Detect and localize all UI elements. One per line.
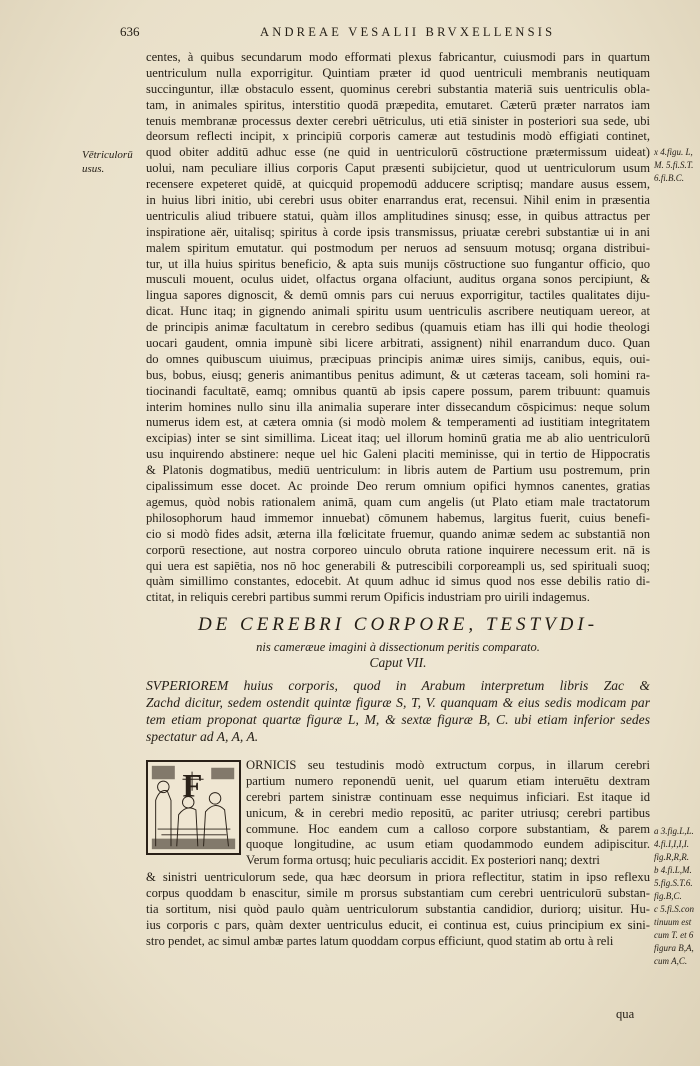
margin-note-line: tinuum est	[654, 917, 692, 927]
margin-note-line: fig.R,R,R.	[654, 852, 689, 862]
text-line: dicat. Hunc itaq; in gignendo animali spiritu usum uentriculis ascribere neutiquam uereor, at	[146, 304, 650, 319]
text-line: uentriculis aliud tribuere statui, quàm illos amplitudines sinusq; esse, in quibus attractus per	[146, 208, 650, 223]
text-line: agemus, quòd nobis rationalem animā, quam cum angelis (ut Plato etiam male tractatorum	[146, 494, 650, 509]
body-text-bottom	[146, 870, 650, 949]
text-line: recensere expeteret quidē, at quicquid propemodū adducere scriptisq; mandare ausus essem,	[146, 177, 650, 192]
chapter-title: DE CEREBRI CORPORE, TESTVDI-	[197, 614, 599, 635]
right-margin-notes-top	[654, 146, 693, 185]
summary-line: Zachd dicitur, sedem ostendit quintæ figuræ S, T, V. quanquam & eius sedis modicam par	[146, 695, 650, 710]
margin-note-line: 4.fi.I,I,I,I.	[654, 839, 689, 849]
text-line: uolui, nam peculiare illius corporis Caput præsenti subijcietur, quod ut uentriculorum usum	[146, 161, 650, 176]
text-line: uocari gaudent, omnia impunè sibi licere arbitrati, assignent) nihil enarrandum duco. Quan	[146, 336, 650, 351]
text-line: & Platonis dogmatibus, mediū uentriculum: in libris autem de Partium usu postremum, prin	[146, 463, 650, 478]
margin-note-line: fig.B,C.	[654, 891, 682, 901]
page-number: 636	[120, 24, 140, 39]
decorated-initial-woodcut	[148, 762, 239, 853]
text-line: quoque longitudine, ac usum etiam quodammodo eundem adipiscitur.	[246, 837, 650, 852]
body-text-beside-initial	[246, 758, 650, 869]
text-line: ius corporis c pars, quàm dexter uentriculus educit, ei continua est, cuius principium ex sini-	[146, 917, 650, 932]
text-line: tur, ut illa huius spiritus beneficio, & apta suis munijs cōstructione suo fungantur officio, quo	[146, 256, 650, 271]
text-line: deorsum reflecti incipit, x principiū corporis cameræ aut testudinis modò effigiati continet,	[146, 129, 650, 144]
text-line: in huius libri initio, ubi cerebri usus obiter enarrandus erat, recensui. Nihil enim in præsentia	[146, 193, 650, 208]
text-line: commune. Hoc eandem cum a calloso corpore substantiam, & parem	[246, 821, 650, 836]
text-line: musculi mouent, oculus uidet, olfactus organa olfaciunt, auditus organa sonos percipiunt, &	[146, 272, 650, 287]
chapter-summary	[146, 677, 650, 745]
text-line: tiocinandi facultatē, eamq; omnibus quantū ab ipsis capere possum, parem tribuunt: quamuis	[146, 383, 650, 398]
margin-note-line: cum T. et 6	[654, 930, 694, 940]
margin-note-line: b 4.fi.L,M.	[654, 865, 692, 875]
text-line: cerebri partem sinistræ continuam esse nequimus inficiari. Est itaque id	[246, 789, 650, 804]
summary-line: spectatur ad A, A, A.	[146, 729, 259, 744]
text-line: & sinistri uentriculorum sede, qua hæc deorsum in priora reflectitur, statim in ipso reflexu	[146, 870, 650, 884]
margin-note-line: cum A,C.	[654, 956, 688, 966]
text-line: bus, bobus, eiusq; generis animantibus penitus adimunt, & ut cæteras taceam, soli homini ra-	[146, 367, 650, 382]
text-line: tam, in animales spiritus, interstitio quodā præpedita, emutaret. Cæterū præter narratos iam	[146, 97, 650, 112]
text-line: lingua sapores dignoscit, & demū omnis pars cui neruus exporrigitur, tactiles qualitates diju-	[146, 288, 650, 303]
text-line: partium numero reponendū uenit, uel quarum etiam interuētu dextram	[246, 773, 650, 788]
initial-letter: F	[182, 768, 203, 805]
text-line: corporū resectione, aut nostra corporeo uinculo obruta ratione inquirere necessum erit. nā is	[146, 542, 650, 557]
text-line: excipias) inter se sint simillima. Liceat itaq; uel illorum hominū gratia me ab alio uentriculorū	[146, 431, 650, 446]
margin-note-line: 5.fig.S.T.6.	[654, 878, 693, 888]
text-line: do omnes quibuscum uiuimus, præcipuas principis animæ uires simijs, canibus, equis, oui-	[146, 351, 650, 366]
body-text-top	[146, 50, 650, 606]
text-line: stro pendet, ac simul ambæ partes latum quoddam corpus efficiunt, quod statim ab ortu à reli	[146, 933, 614, 948]
text-line: tenuis membranæ processus dexter cerebri uētriculus, uti etiā sinister in posteriori sua sede, ubi	[146, 113, 650, 128]
running-head: ANDREAE VESALII BRVXELLENSIS	[260, 25, 556, 39]
margin-note-line: Vētriculorū	[82, 149, 133, 161]
catchword: qua	[616, 1007, 635, 1021]
margin-note-line: 6.fi.B.C.	[654, 173, 685, 183]
text-line: philosophorum haud immemor innuebat) cōmunem habemus, largitus fuerit, cuius benefi-	[146, 510, 650, 525]
margin-note-line: a 3.fig.L,L.	[654, 826, 694, 836]
text-line: unicum, & in cerebri medio repositū, ac pariter utriusq; cerebri partibus	[246, 805, 650, 820]
margin-note-line: x 4.figu. L,	[654, 147, 693, 157]
text-line: quàm simillimo constantes, edocebit. At quum adhuc id simus quod nos esse debilis ratio di-	[146, 574, 650, 589]
margin-note-line: c 5.fi.S.con	[654, 904, 694, 914]
text-line: corpus quoddam b enascitur, simile m prorsus substantiam cum cerebri uentriculorū substan-	[146, 885, 650, 900]
chapter-subtitle: nis cameræue imagini à dissectionum peritis comparato.	[256, 640, 540, 654]
page-header	[120, 24, 660, 44]
text-line: uentriculum nulla exporrigitur. Quintiam præter id quod uentriculi membranis neutiquam	[146, 65, 650, 80]
text-line: centes, à quibus secundarum modo efformati plexus fabricantur, cuiusmodi pars in quartum	[146, 50, 650, 64]
text-line: qui uera est sapiētia, nos nō hoc generabili & putrescibili corporeampli us, sed spirituali suoq;	[146, 558, 650, 573]
text-line: malem spiritum emutatur. qui postmodum per neruos ad sensuum motusq; organa distribui-	[146, 240, 650, 255]
text-line: ctitat, in reliquis cerebri partibus summi rerum Opificis industriam pro uirili indagemus.	[146, 590, 590, 605]
text-line: ORNICIS seu testudinis modò extructum corpus, in illarum cerebri	[246, 758, 650, 772]
right-margin-notes-bottom	[654, 825, 694, 968]
text-line: numerus idem est, at cætera omnia (si modò molem & temperamenti ad iustitiam integritatem	[146, 415, 650, 430]
margin-note-line: M. 5.fi.S.T.	[654, 160, 694, 170]
text-line: succinguntur, illæ obstaculo essent, quominus cerebri substantia materiā suis uentriculis obla-	[146, 81, 650, 96]
text-line: tia sortitum, nisi quòd paulo quàm uentriculorum substantia candidior, duriorq; uisitur. Hu-	[146, 901, 650, 916]
margin-note-line: figura B,A,	[654, 943, 694, 953]
summary-line: SVPERIOREM huius corporis, quod in Arabum interpretum libris Zac &	[146, 678, 650, 693]
text-line: interim homines nullo sinu illa animalia superare inter dissecandum cōspicimus: neque solum	[146, 399, 650, 414]
summary-line: tem etiam proponat quartæ figuræ L, M, & sextæ figuræ B, C. ubi etiam inferior sedes	[146, 712, 650, 727]
text-line: cipalissimum esse docet. Ac proinde Deo rerum omnium opifici hymnos canentes, gratias	[146, 479, 650, 494]
text-line: inspiratione aër, uitalisq; spiritus à corde ipsis transmissus, priuatæ cerebri substantiæ ui in ani	[146, 224, 650, 239]
chapter-number: Caput VII.	[369, 655, 427, 670]
text-line: usu inquirendo abstinere: neque uel hic Galeni placiti meminisse, qui in tertio de Hippocratis	[146, 447, 650, 462]
decorated-initial	[146, 760, 241, 855]
left-margin-note	[82, 148, 133, 176]
text-line: de principis animæ facultatum in cerebro sedibus (quamuis etiam has illi qui hodie theologi	[146, 320, 650, 335]
text-line: Verum forma ortusq; huic peculiaris accidit. Ex posteriori nanq; dextri	[246, 853, 600, 868]
margin-note-line: usus.	[82, 163, 105, 175]
text-line: quod obiter additū adhuc esse (ne quid in uentriculorū cōstructione prætermissum uideat)	[146, 145, 650, 160]
text-line: cio si modò fides adsit, æterna illa fœlicitate fruemur, quando animæ sedem ac substantiā non	[146, 526, 650, 541]
